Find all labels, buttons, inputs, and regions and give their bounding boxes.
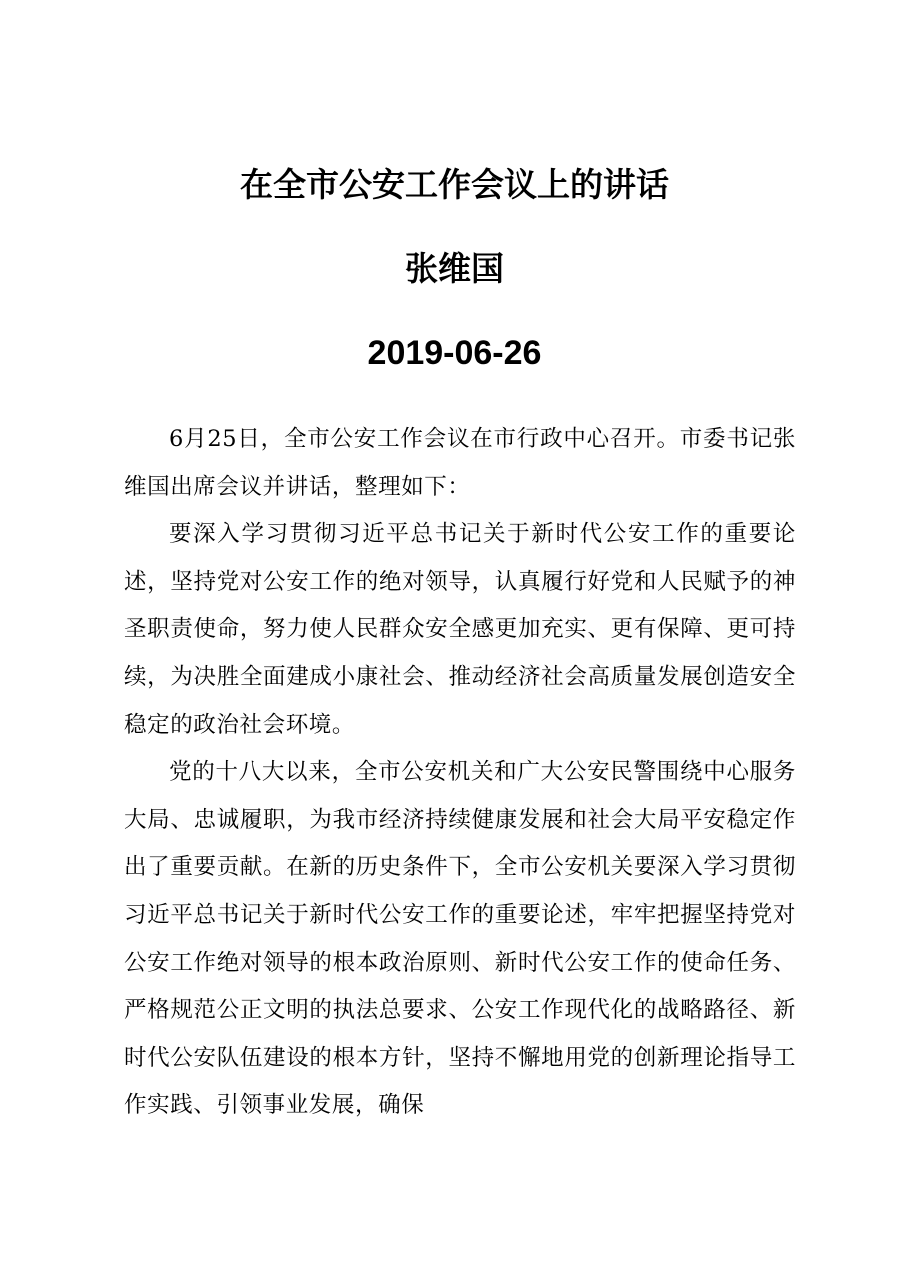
- document-author: 张维国: [405, 249, 504, 288]
- document-title: 在全市公安工作会议上的讲话: [240, 165, 669, 204]
- paragraph-intro: 6月25日，全市公安工作会议在市行政中心召开。市委书记张维国出席会议并讲话，整理如下：: [124, 426, 796, 500]
- paragraph-achievements: 党的十八大以来，全市公安机关和广大公安民警围绕中心服务大局、忠诚履职，为我市经济持续健康发展和社会大局平安稳定作出了重要贡献。在新的历史条件下，全市公安机关要深入学习贯彻习近平总书记关于新时代公安工作的重要论述，牢牢把握坚持党对公安工作绝对领导的根本政治原则、新时代公安工作的使命任务、严格规范公正文明的执法总要求、公安工作现代化的战略路径、新时代公安队伍建设的根本方针，坚持不懈地用党的创新理论指导工作实践、引领事业发展，确保: [124, 759, 796, 1119]
- document-date: 2019-06-26: [367, 334, 542, 372]
- paragraph-main-requirement: 要深入学习贯彻习近平总书记关于新时代公安工作的重要论述，坚持党对公安工作的绝对领导，认真履行好党和人民赋予的神圣职责使命，努力使人民群众安全感更加充实、更有保障、更可持续，为决胜全面建成小康社会、推动经济社会高质量发展创造安全稳定的政治社会环境。: [124, 521, 796, 738]
- document-body: [124, 416, 796, 1130]
